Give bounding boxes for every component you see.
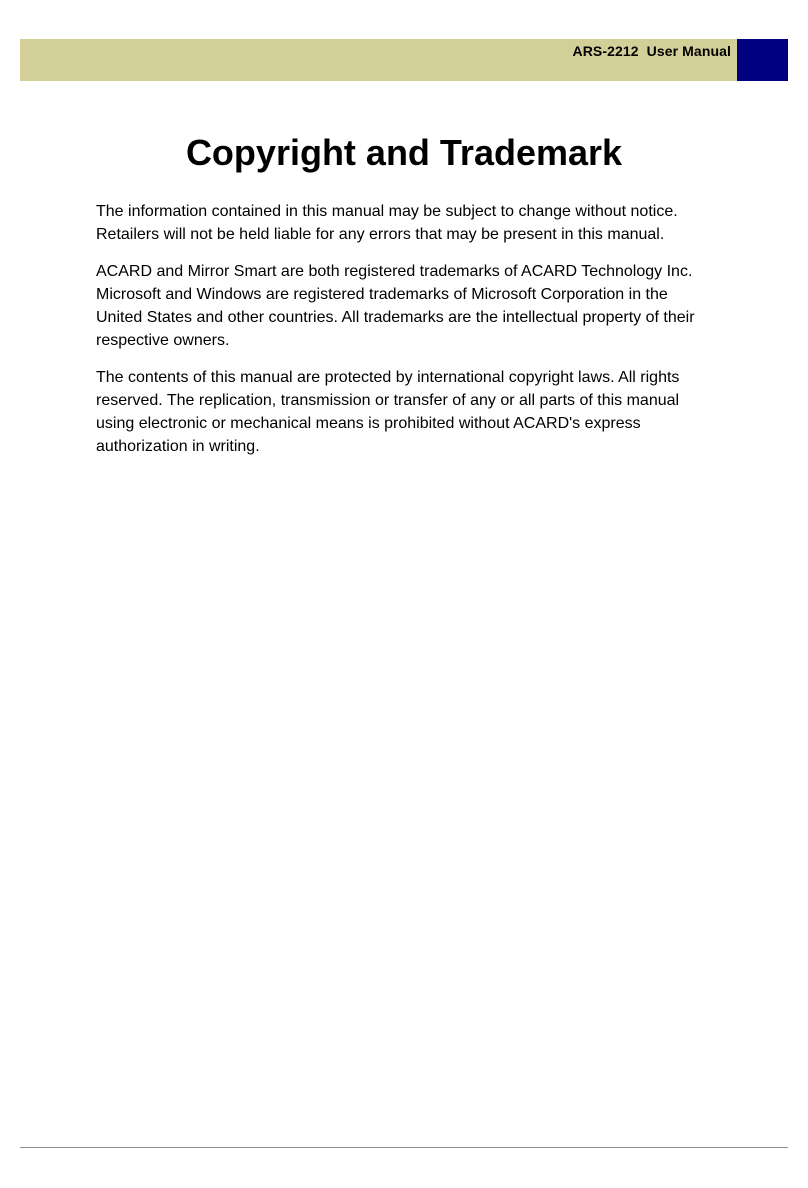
body-text	[96, 200, 716, 472]
paragraph-trademarks: ACARD and Mirror Smart are both registered trademarks of ACARD Technology Inc. Microsoft and Windows are registered trademarks of Microsoft Corporation in the United States and other countries. All trademarks are the intellectual property of their respective owners.	[96, 263, 695, 349]
header-band	[20, 39, 737, 81]
manual-title: ARS-2212 User Manual	[572, 43, 731, 59]
footer-divider	[20, 1147, 788, 1148]
paragraph-notice: The information contained in this manual may be subject to change without notice. Retailers will not be held liable for any errors that may be present in this manual.	[96, 203, 678, 243]
paragraph-copyright: The contents of this manual are protected by international copyright laws. All rights reserved. The replication, transmission or transfer of any or all parts of this manual using electronic or mechanical means is prohibited without ACARD's express authorization in writing.	[96, 369, 680, 455]
header-accent-block	[737, 39, 788, 81]
page-title: Copyright and Trademark	[185, 132, 623, 173]
